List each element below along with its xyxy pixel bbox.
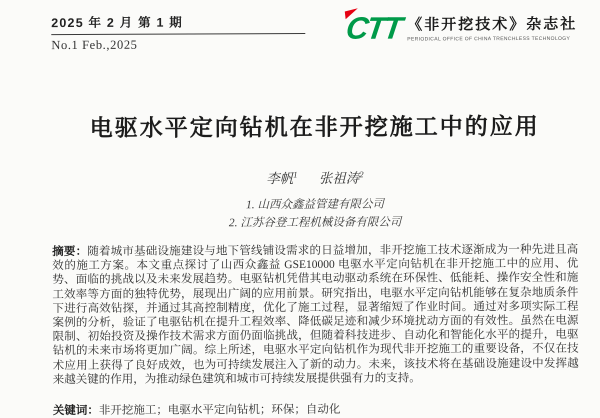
logo-text: CTT <box>343 10 403 46</box>
author-2-sup: 2 <box>359 169 364 180</box>
affiliation-1: 1. 山西众鑫益管建有限公司 <box>245 198 385 212</box>
author-2 <box>319 171 364 186</box>
keywords-text: 非开挖施工；电驱水平定向钻机；环保；自动化 <box>98 403 341 417</box>
journal-brand <box>343 10 578 46</box>
abstract-text: 随着城市基础设施建设与地下管线铺设需求的日益增加，非开挖施工技术逐渐成为一种先进且高效的施工方案。本文重点探讨了山西众鑫益 GSE10000 电驱水平定向钻机在非开挖施工中的应用、优势、面临的挑战以及未来发展趋势。电驱钻机凭借其电动驱动系统在环保性、低能耗、操作安全性和施工效率等方面的独特优势，展现出广阔的应用前景。研究指出，电驱水平定向钻机能够在复杂地质条件下进行高效钻探，并通过其高控制精度，优化了施工过程，显著缩短了作业时间。通过对多项实际工程案例的分析，验证了电驱钻机在提升工程效率、降低碳足迹和减少环境扰动方面的有效性。虽然在电源限制、初始投资及操作技术需求方面仍面临挑战，但随着科技进步、自动化和智能化水平的提升，电驱钻机的未来市场将更加广阔。综上所述，电驱水平定向钻机作为现代非开挖施工的重要设备，不仅在技术应用上获得了良好成效，也为可持续发展注入了新的动力。未来，该技术将在基础设施建设中发挥越来越关键的作用，为推动绿色建筑和城市可持续发展提供强有力的支持。 <box>52 243 579 386</box>
affiliations <box>52 195 578 233</box>
keywords-line <box>53 400 579 418</box>
author-1-sup: 1 <box>293 169 298 180</box>
issue-date-en: No.1 Feb.,2025 <box>51 37 138 53</box>
keywords-label: 关键词： <box>52 404 99 418</box>
author-2-name: 张祖涛 <box>318 170 360 186</box>
authors-line <box>52 166 578 188</box>
issue-date-cn: 2025 年 2 月 第 1 期 <box>51 12 305 35</box>
author-1-name: 李帆 <box>266 171 294 187</box>
issue-block <box>51 12 305 53</box>
publisher-block <box>407 13 577 43</box>
page-header <box>51 11 577 53</box>
ctt-logo <box>343 10 403 46</box>
publisher-name-cn: 《非开挖技术》杂志社 <box>407 15 578 34</box>
affiliation-2: 2. 江苏谷登工程机械设备有限公司 <box>228 216 402 230</box>
author-1 <box>266 171 297 186</box>
abstract-label: 摘要： <box>52 245 88 259</box>
article-title: 电驱水平定向钻机在非开挖施工中的应用 <box>89 113 540 141</box>
abstract-paragraph <box>52 243 579 387</box>
publisher-name-en: PERIODICAL OFFICE OF CHINA TRENCHLESS TECHNOLOGY <box>407 35 571 43</box>
